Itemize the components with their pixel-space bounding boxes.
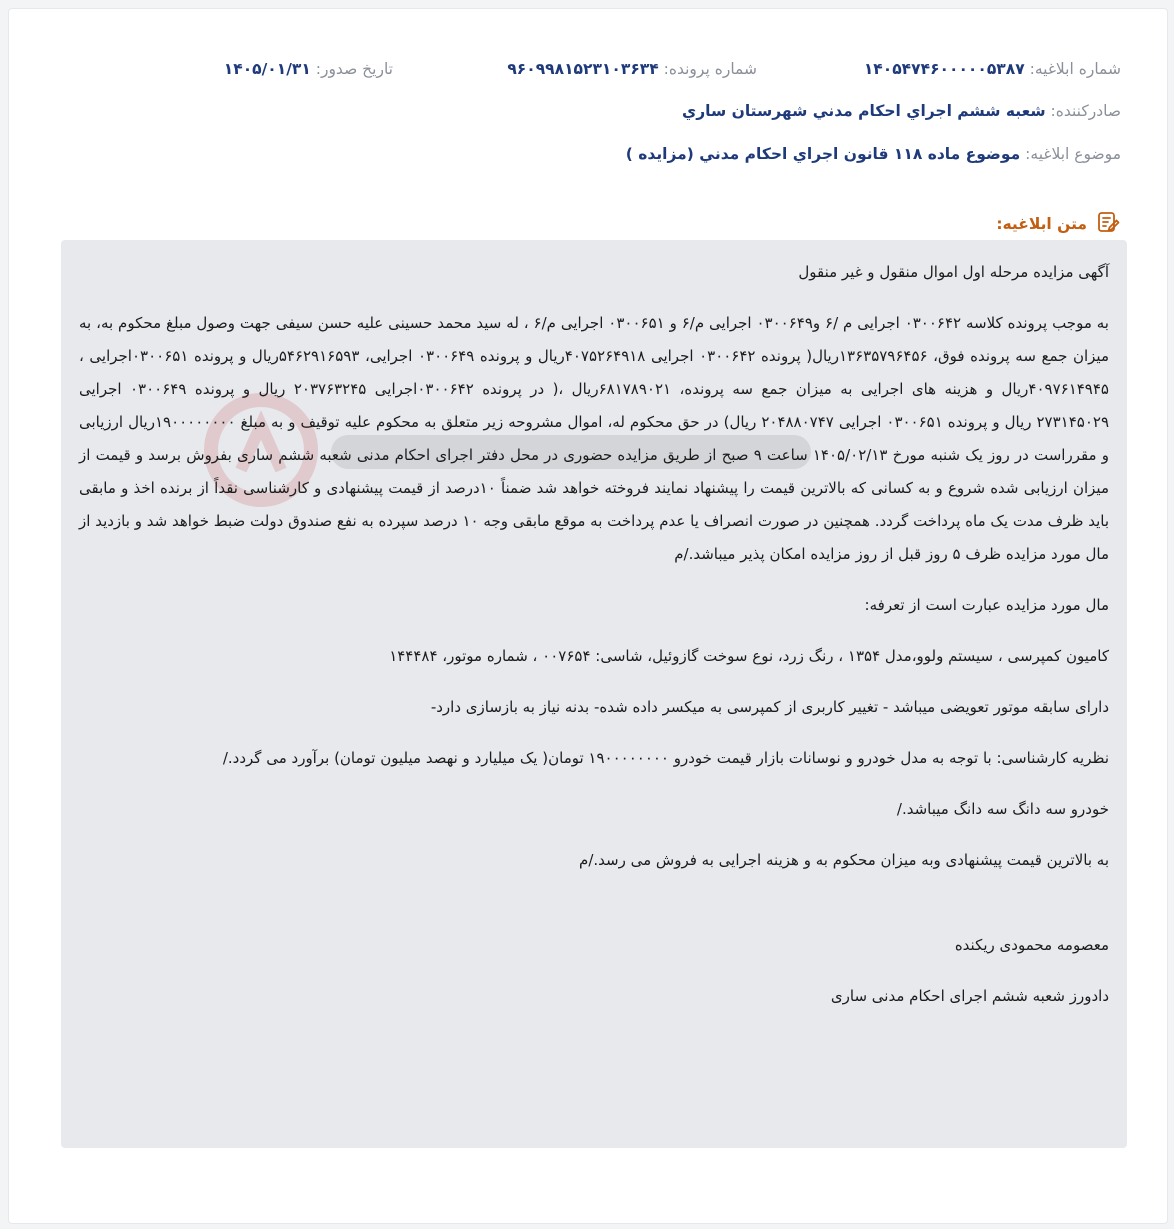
issue-date-value: ۱۴۰۵/۰۱/۳۱ (223, 60, 311, 78)
subject-label: موضوع ابلاغیه: (1025, 145, 1121, 163)
notice-body-panel (61, 240, 1127, 1148)
items-title: مال مورد مزایده عبارت است از تعرفه: (864, 596, 1109, 614)
notice-text-title: متن ابلاغیه: (996, 215, 1087, 233)
case-number-value: ۹۶۰۹۹۸۱۵۲۳۱۰۳۶۳۴ (507, 60, 659, 78)
item-description: کامیون کمپرسی ، سیستم ولوو،مدل ۱۳۵۴ ، رنگ زرد، نوع سوخت گازوئیل، شاسی: ۰۰۷۶۵۴ ، شماره موتور، ۱۴۴۴۸۴ (389, 647, 1109, 665)
issue-date-label: تاریخ صدور: (315, 60, 393, 78)
signer-title: دادورز شعبه ششم اجرای احکام مدنی ساری (830, 987, 1109, 1005)
case-number-field (507, 57, 757, 81)
issuer-label: صادرکننده: (1050, 102, 1121, 120)
meta-row-issuer (49, 99, 1121, 123)
expert-opinion: نظریه کارشناسی: با توجه به مدل خودرو و نوسانات بازار قیمت خودرو ۱۹۰۰۰۰۰۰۰۰ تومان( یک میلیارد و نهصد میلیون تومان) برآورد می گردد./ (222, 749, 1109, 767)
notice-number-field (864, 57, 1121, 81)
notice-number-value: ۱۴۰۵۴۷۴۶۰۰۰۰۰۵۳۸۷ (863, 60, 1025, 78)
item-history: دارای سابقه موتور تعویضی میباشد - تغییر کاربری از کمپرسی به میکسر داده شده- بدنه نیاز به بازسازی دارد- (430, 698, 1109, 716)
case-number-label: شماره پرونده: (663, 60, 757, 78)
notice-number-label: شماره ابلاغیه: (1029, 60, 1121, 78)
spacer (79, 895, 1109, 929)
notice-card (8, 8, 1168, 1224)
notice-text-heading (996, 210, 1121, 238)
notice-paragraph: به موجب پرونده کلاسه ۰۳۰۰۶۴۲ اجرایی م /۶ و۰۳۰۰۶۴۹ اجرایی م/۶ و ۰۳۰۰۶۵۱ اجرایی م/۶ ، له سید محمد حسینی علیه حسن سیفی جهت وصول مبلغ محکوم به، به میزان جمع سه پرونده فوق، ۱۳۶۳۵۷۹۶۴۵۶ریال( پرونده ۰۳۰۰۶۴۲ اجرایی ۴۰۷۵۲۶۴۹۱۸ریال و پرونده ۰۳۰۰۶۴۹ اجرایی، ۵۴۶۲۹۱۶۵۹۳ریال و پرونده ۰۳۰۰۶۵۱اجرایی ، ۴۰۹۷۶۱۴۹۴۵ریال و هزینه های اجرایی به میزان جمع سه پرونده، ۶۸۱۷۸۹۰۲۱ریال ،( در پرونده ۰۳۰۰۶۴۲اجرایی ۲۰۳۷۶۳۲۴۵ ریال و پرونده ۰۳۰۰۶۴۹ اجرایی ۲۷۳۱۴۵۰۲۹ ریال و پرونده ۰۳۰۰۶۵۱ اجرایی ۲۰۴۸۸۰۷۴۷ ریال) در حق محکوم له، اموال مشروحه زیر متعلق به محکوم علیه توقیف و به مبلغ ۱۹۰۰۰۰۰۰۰۰ریال ارزیابی و مقرراست در روز یک شنبه مورخ ۱۴۰۵/۰۲/۱۳ ساعت ۹ صبح از طریق مزایده حضوری در محل دفتر اجرای احکام مدنی شعبه ششم ساری بفروش برسد و قیمت از میزان ارزیابی شده شروع و به کسانی که بالاترین قیمت را پیشنهاد نمایند فروخته خواهد شد ضمناً ۱۰درصد از قیمت پیشنهادی و کارشناسی نقداً از برنده اخذ و مابقی باید ظرف مدت یک ماه پرداخت گردد. همچنین در صورت انصراف یا عدم پرداخت به موقع مابقی وجه ۱۰ درصد سپرده به نفع صندوق دولت ضبط خواهد شد و بازدید از مال مورد مزایده ظرف ۵ روز قبل از روز مزایده امکان پذیر میباشد./م (79, 314, 1109, 563)
signer-name: معصومه محمودی ریکنده (954, 936, 1109, 954)
notice-heading: آگهی مزایده مرحله اول اموال منقول و غیر منقول (798, 263, 1109, 281)
meta-row-subject (49, 142, 1121, 166)
sale-terms: به بالاترین قیمت پیشنهادی وبه میزان محکوم به و هزینه اجرایی به فروش می رسد./م (579, 851, 1109, 869)
issuer-value: شعبه ششم اجراي احكام مدني شهرستان ساري (682, 102, 1046, 120)
issue-date-field (224, 57, 393, 81)
meta-row-numbers (49, 57, 1121, 81)
ownership-note: خودرو سه دانگ سه دانگ میباشد./ (896, 800, 1109, 818)
document-edit-icon (1095, 209, 1121, 239)
subject-value: موضوع ماده ۱۱۸ قانون اجراي احكام مدني (مزايده ) (625, 145, 1021, 163)
notice-body-text (79, 256, 1109, 1013)
